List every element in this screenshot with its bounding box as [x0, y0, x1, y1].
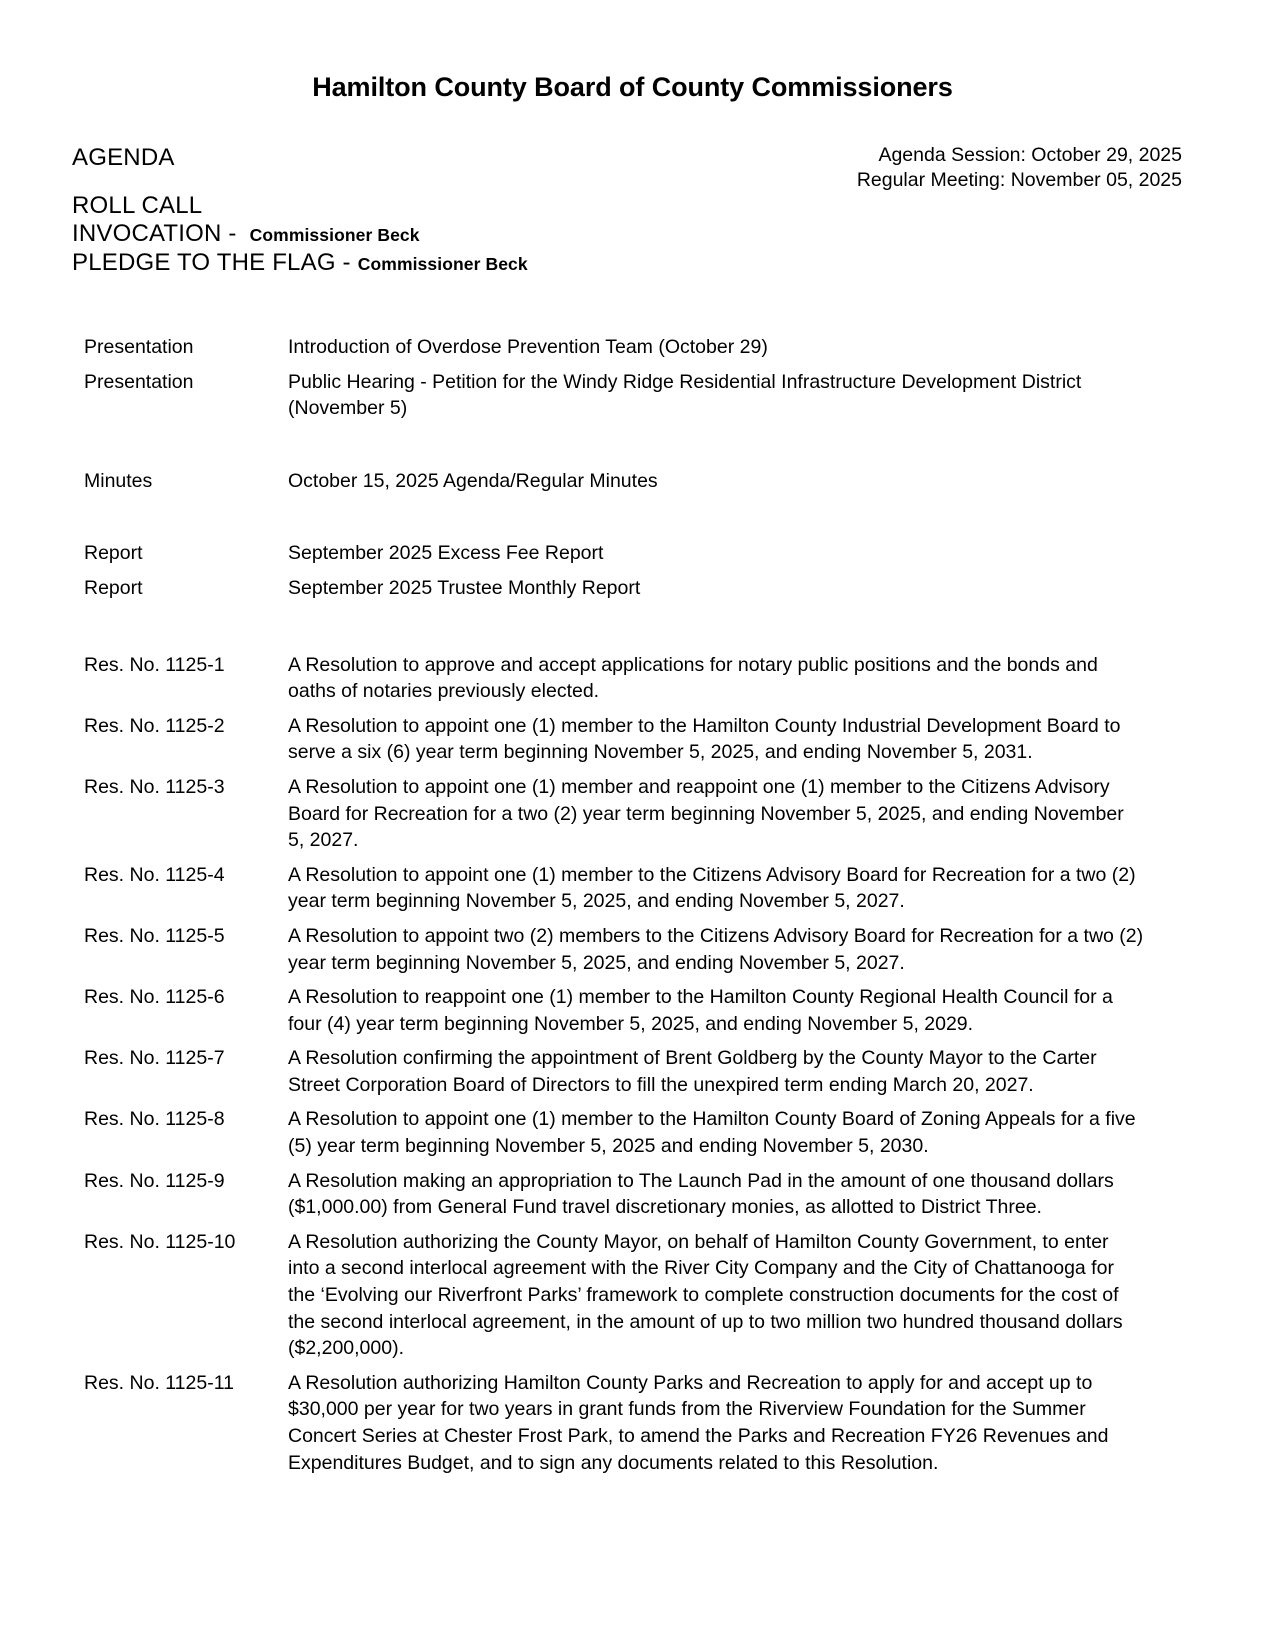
resolution-row — [84, 923, 1144, 976]
resolution-number: Res. No. 1125-11 — [84, 1371, 234, 1394]
spacer — [84, 361, 1144, 369]
spacer — [84, 1160, 1144, 1168]
agenda-item-body: September 2025 Trustee Monthly Report — [288, 576, 641, 599]
spacer — [84, 494, 1144, 540]
resolution-number: Res. No. 1125-9 — [84, 1169, 225, 1192]
agenda-item — [84, 540, 1144, 567]
agenda-item — [84, 575, 1144, 602]
spacer — [84, 1098, 1144, 1106]
roll-call-line: ROLL CALL — [72, 192, 203, 219]
resolution-text: A Resolution to reappoint one (1) member to the Hamilton County Regional Health Council for a four (4) year term beginning November 5, 2025, and ending November 5, 2029. — [288, 986, 1113, 1035]
resolution-row — [84, 774, 1144, 854]
agenda-item-body: September 2025 Excess Fee Report — [288, 542, 604, 565]
roll-call-block — [72, 192, 1182, 278]
resolution-text: A Resolution to appoint two (2) members to the Citizens Advisory Board for Recreation for a two (2) year term beginning November 5, 2025, and ending November 5, 2027. — [288, 924, 1144, 974]
resolution-text: A Resolution to appoint one (1) member and reappoint one (1) member to the Citizens Advisory Board for Recreation for a two (2) year term beginning November 5, 2025, and ending November 5, 2027. — [288, 775, 1124, 852]
resolution-number: Res. No. 1125-6 — [84, 986, 225, 1009]
resolution-row — [84, 984, 1144, 1037]
resolution-row — [84, 652, 1144, 705]
spacer — [84, 422, 1144, 468]
resolution-row — [84, 1045, 1144, 1098]
resolution-row — [84, 1106, 1144, 1159]
resolution-number: Res. No. 1125-3 — [84, 775, 225, 798]
resolution-row — [84, 1229, 1144, 1362]
agenda-item — [84, 369, 1144, 422]
resolution-text: A Resolution confirming the appointment of Brent Goldberg by the County Mayor to the Carter Street Corporation Board of Directors to fill the unexpired term ending March 20, 2027. — [288, 1047, 1097, 1096]
resolution-row — [84, 1168, 1144, 1221]
spacer — [84, 1221, 1144, 1229]
resolution-number: Res. No. 1125-10 — [84, 1230, 236, 1253]
agenda-session-date: Agenda Session: October 29, 2025 — [878, 144, 1182, 166]
resolution-text: A Resolution to approve and accept applications for notary public positions and the bonds and oaths of notaries previously elected. — [288, 653, 1098, 703]
spacer — [84, 915, 1144, 923]
resolution-number: Res. No. 1125-1 — [84, 653, 225, 676]
spacer — [84, 854, 1144, 862]
invocation-label: INVOCATION - — [72, 220, 237, 247]
agenda-label: AGENDA — [72, 144, 175, 171]
spacer — [84, 976, 1144, 984]
spacer — [84, 1037, 1144, 1045]
page-title: Hamilton County Board of County Commissioners — [312, 72, 953, 102]
agenda-item-label: Report — [84, 542, 143, 565]
agenda-item-label: Minutes — [84, 469, 153, 492]
regular-meeting-date: Regular Meeting: November 05, 2025 — [856, 169, 1182, 191]
resolution-text: A Resolution to appoint one (1) member to the Hamilton County Board of Zoning Appeals for a five (5) year term beginning November 5, 2025 and ending November 5, 2030. — [288, 1108, 1136, 1158]
pledge-line — [72, 249, 1182, 278]
agenda-item-body: Introduction of Overdose Prevention Team (October 29) — [288, 336, 768, 358]
resolution-number: Res. No. 1125-2 — [84, 714, 225, 737]
spacer — [84, 567, 1144, 575]
resolution-row — [84, 862, 1144, 915]
resolution-number: Res. No. 1125-4 — [84, 863, 225, 886]
resolution-text: A Resolution to appoint one (1) member to the Citizens Advisory Board for Recreation for a two (2) year term beginning November 5, 2025, and ending November 5, 2027. — [288, 863, 1136, 913]
spacer — [84, 766, 1144, 774]
resolution-number: Res. No. 1125-5 — [84, 924, 225, 947]
resolution-text: A Resolution making an appropriation to The Launch Pad in the amount of one thousand dollars ($1,000.00) from General Fund travel discretionary monies, as allotted to District Three. — [288, 1169, 1114, 1219]
resolution-text: A Resolution authorizing the County Mayor, on behalf of Hamilton County Government, to enter into a second interlocal agreement with the River City Company and the City of Chattanooga for the ‘Evolving our Riverfront Parks’ framework to complete construction documents for the cost of the second interlocal agreement, in the amount of up to two million two hundred thousand dollars ($2,200,000). — [288, 1230, 1123, 1360]
resolution-number: Res. No. 1125-8 — [84, 1108, 225, 1131]
pledge-label: PLEDGE TO THE FLAG - — [72, 249, 351, 276]
pledge-person: Commissioner Beck — [357, 254, 528, 274]
resolution-text: A Resolution authorizing Hamilton County Parks and Recreation to apply for and accept up to $30,000 per year for two years in grant funds from the Riverview Foundation for the Summer Concert Series at Chester Frost Park, to amend the Parks and Recreation FY26 Revenues and Expenditures Budget, and to sign any documents related to this Resolution. — [288, 1371, 1109, 1474]
meeting-dates-block — [857, 143, 1182, 193]
resolution-row — [84, 713, 1144, 766]
resolution-number: Res. No. 1125-7 — [84, 1047, 225, 1070]
agenda-item — [84, 468, 1144, 495]
agenda-item — [84, 334, 1144, 361]
agenda-item-label: Presentation — [84, 370, 194, 393]
invocation-line — [72, 220, 1182, 249]
agenda-items-list — [84, 334, 1144, 1476]
agenda-item-label: Report — [84, 576, 143, 599]
spacer — [84, 1362, 1144, 1370]
resolution-row — [84, 1370, 1144, 1476]
spacer — [84, 602, 1144, 652]
header-row — [72, 143, 1182, 193]
invocation-person: Commissioner Beck — [249, 225, 420, 245]
spacer — [84, 705, 1144, 713]
agenda-item-label: Presentation — [84, 336, 194, 358]
agenda-item-body: Public Hearing - Petition for the Windy Ridge Residential Infrastructure Development District (November 5) — [288, 370, 1082, 420]
agenda-item-body: October 15, 2025 Agenda/Regular Minutes — [288, 469, 658, 492]
resolution-text: A Resolution to appoint one (1) member to the Hamilton County Industrial Development Board to serve a six (6) year term beginning November 5, 2025, and ending November 5, 2031. — [288, 714, 1121, 764]
